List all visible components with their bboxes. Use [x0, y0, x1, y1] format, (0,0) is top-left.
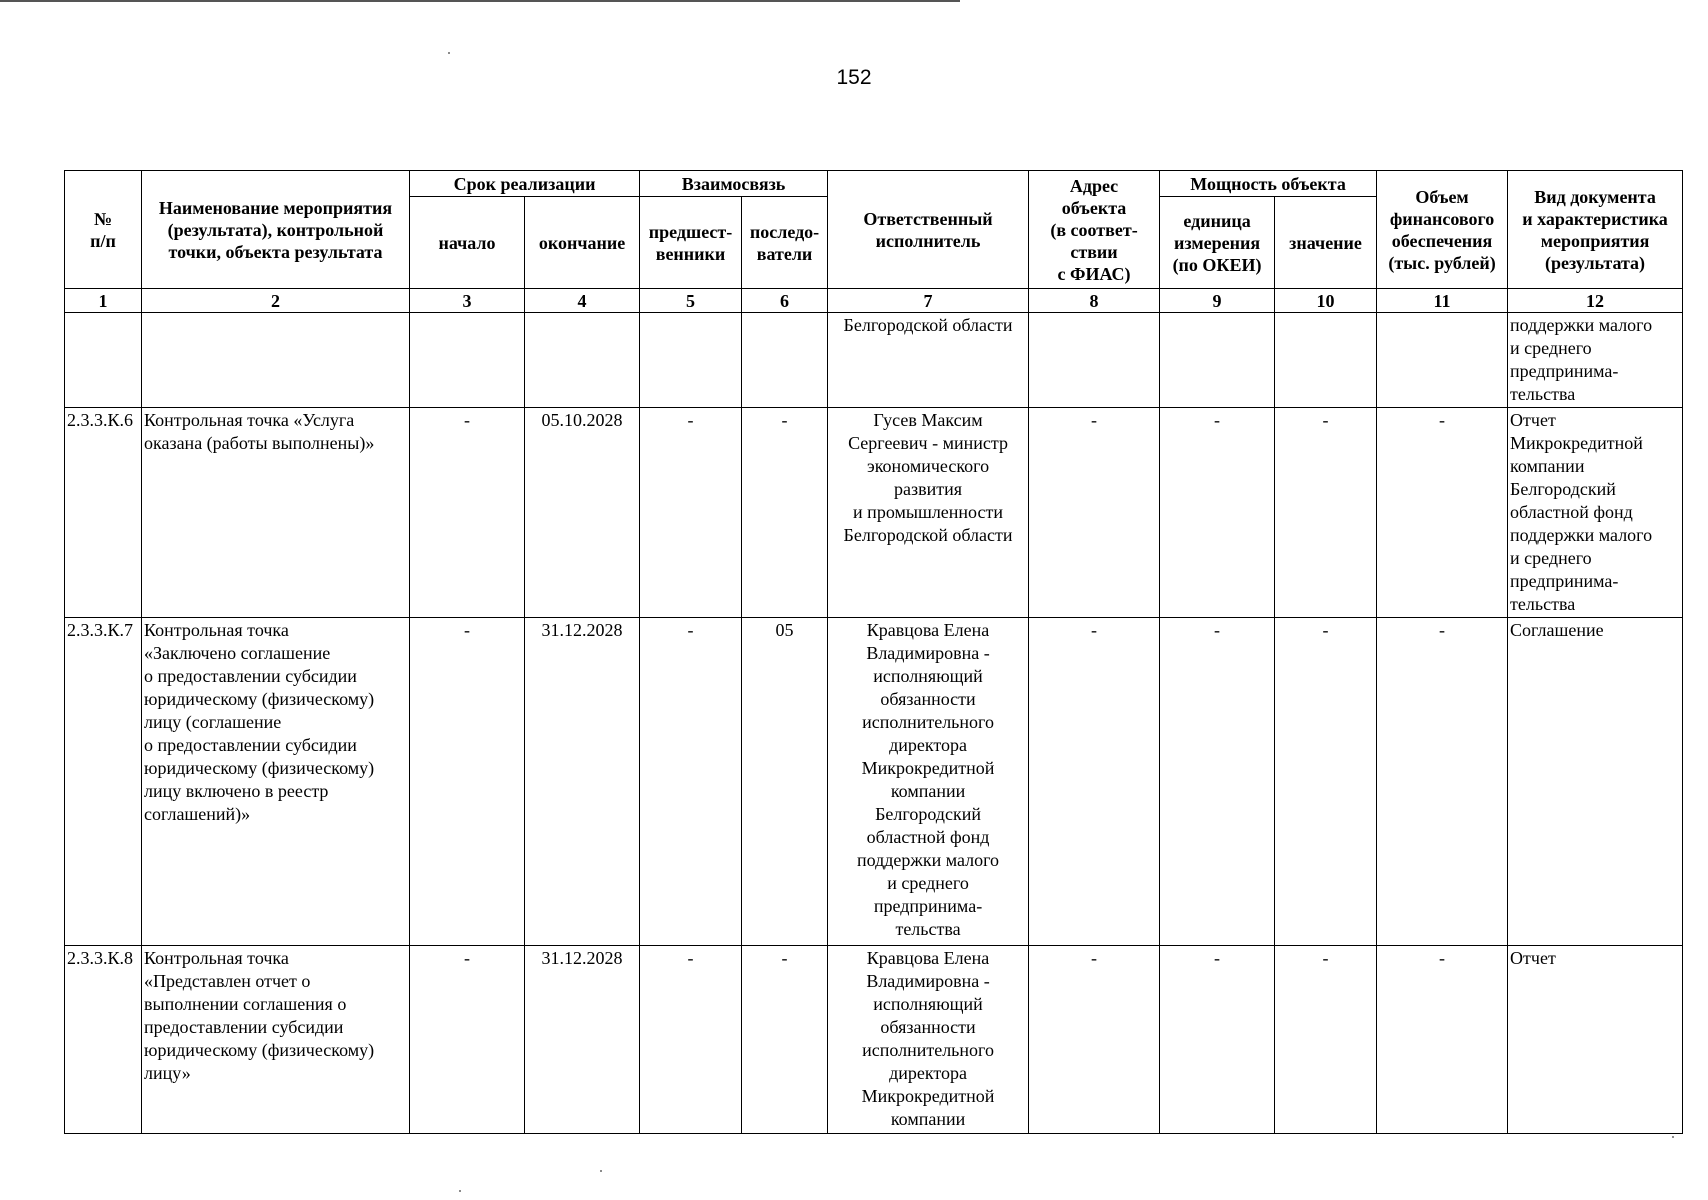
- header-capacity-group: Мощность объекта: [1160, 171, 1377, 197]
- cell-predecessors: -: [640, 946, 742, 1134]
- cell-event-name: Контрольная точка «Представлен отчет о выполнении соглашения о предоставлении субсидии юридическому (физическому) лицу»: [142, 946, 410, 1134]
- col-number: 8: [1029, 289, 1160, 313]
- cell-document-type: Отчет: [1508, 946, 1683, 1134]
- cell-finance: -: [1377, 946, 1508, 1134]
- cell-value: -: [1275, 408, 1377, 618]
- cell-successors: [742, 313, 828, 408]
- cell-finance: -: [1377, 618, 1508, 946]
- cell-successors: -: [742, 408, 828, 618]
- col-number: 9: [1160, 289, 1275, 313]
- cell-finance: -: [1377, 408, 1508, 618]
- cell-row-number: 2.3.3.К.8: [65, 946, 142, 1134]
- header-value: значение: [1275, 197, 1377, 289]
- table-row: [65, 618, 1683, 946]
- cell-predecessors: -: [640, 618, 742, 946]
- cell-responsible: Кравцова Елена Владимировна - исполняющий обязанности исполнительного директора Микрокредитной компании: [828, 946, 1029, 1134]
- cell-finance: [1377, 313, 1508, 408]
- col-number: 5: [640, 289, 742, 313]
- cell-start-date: -: [410, 618, 525, 946]
- cell-address: -: [1029, 618, 1160, 946]
- cell-event-name: [142, 313, 410, 408]
- cell-responsible: Кравцова Елена Владимировна - исполняющий обязанности исполнительного директора Микрокредитной компании Белгородский областной фонд поддержки малого и среднего предпринима- тельства: [828, 618, 1029, 946]
- col-number: 1: [65, 289, 142, 313]
- header-unit: единица измерения (по ОКЕИ): [1160, 197, 1275, 289]
- header-address: Адрес объекта (в соответ- ствии с ФИАС): [1029, 171, 1160, 289]
- col-number: 12: [1508, 289, 1683, 313]
- col-number: 6: [742, 289, 828, 313]
- header-link-group: Взаимосвязь: [640, 171, 828, 197]
- table-row: [65, 946, 1683, 1134]
- cell-unit: -: [1160, 946, 1275, 1134]
- cell-end-date: 31.12.2028: [525, 946, 640, 1134]
- scan-edge-line: [0, 0, 960, 2]
- cell-document-type: Отчет Микрокредитной компании Белгородский областной фонд поддержки малого и среднего предпринима- тельства: [1508, 408, 1683, 618]
- col-number: 2: [142, 289, 410, 313]
- header-responsible: Ответственный исполнитель: [828, 171, 1029, 289]
- header-start: начало: [410, 197, 525, 289]
- cell-row-number: 2.3.3.К.7: [65, 618, 142, 946]
- header-finance: Объем финансового обеспечения (тыс. рублей): [1377, 171, 1508, 289]
- cell-predecessors: -: [640, 408, 742, 618]
- cell-value: -: [1275, 946, 1377, 1134]
- cell-successors: 05: [742, 618, 828, 946]
- cell-document-type: Соглашение: [1508, 618, 1683, 946]
- cell-address: -: [1029, 408, 1160, 618]
- header-num: № п/п: [65, 171, 142, 289]
- cell-responsible: Белгородской области: [828, 313, 1029, 408]
- col-number: 11: [1377, 289, 1508, 313]
- cell-end-date: [525, 313, 640, 408]
- scan-speck: [448, 52, 450, 54]
- table-row: [65, 408, 1683, 618]
- page-number: 152: [836, 66, 872, 89]
- cell-start-date: -: [410, 946, 525, 1134]
- cell-unit: -: [1160, 618, 1275, 946]
- cell-event-name: Контрольная точка «Заключено соглашение о предоставлении субсидии юридическому (физическому) лицу (соглашение о предоставлении субсидии юридическому (физическому) лицу включено в реестр соглашений)»: [142, 618, 410, 946]
- cell-unit: [1160, 313, 1275, 408]
- col-number: 10: [1275, 289, 1377, 313]
- scan-speck: [459, 1190, 461, 1192]
- scan-speck: [600, 1170, 602, 1172]
- cell-end-date: 05.10.2028: [525, 408, 640, 618]
- cell-row-number: 2.3.3.К.6: [65, 408, 142, 618]
- cell-successors: -: [742, 946, 828, 1134]
- col-number: 7: [828, 289, 1029, 313]
- cell-unit: -: [1160, 408, 1275, 618]
- cell-value: [1275, 313, 1377, 408]
- header-name: Наименование мероприятия (результата), контрольной точки, объекта результата: [142, 171, 410, 289]
- cell-responsible: Гусев Максим Сергеевич - министр экономического развития и промышленности Белгородской области: [828, 408, 1029, 618]
- cell-end-date: 31.12.2028: [525, 618, 640, 946]
- col-number: 4: [525, 289, 640, 313]
- scan-speck: [1672, 1136, 1674, 1138]
- header-successors: последо- ватели: [742, 197, 828, 289]
- table-row: [65, 313, 1683, 408]
- header-term-group: Срок реализации: [410, 171, 640, 197]
- cell-value: -: [1275, 618, 1377, 946]
- header-predecessors: предшест- венники: [640, 197, 742, 289]
- cell-row-number: [65, 313, 142, 408]
- cell-start-date: -: [410, 408, 525, 618]
- events-table: [64, 170, 1683, 1134]
- cell-document-type: поддержки малого и среднего предпринима- тельства: [1508, 313, 1683, 408]
- cell-address: -: [1029, 946, 1160, 1134]
- col-number: 3: [410, 289, 525, 313]
- header-document: Вид документа и характеристика мероприятия (результата): [1508, 171, 1683, 289]
- cell-start-date: [410, 313, 525, 408]
- cell-predecessors: [640, 313, 742, 408]
- cell-event-name: Контрольная точка «Услуга оказана (работы выполнены)»: [142, 408, 410, 618]
- cell-address: [1029, 313, 1160, 408]
- header-end: окончание: [525, 197, 640, 289]
